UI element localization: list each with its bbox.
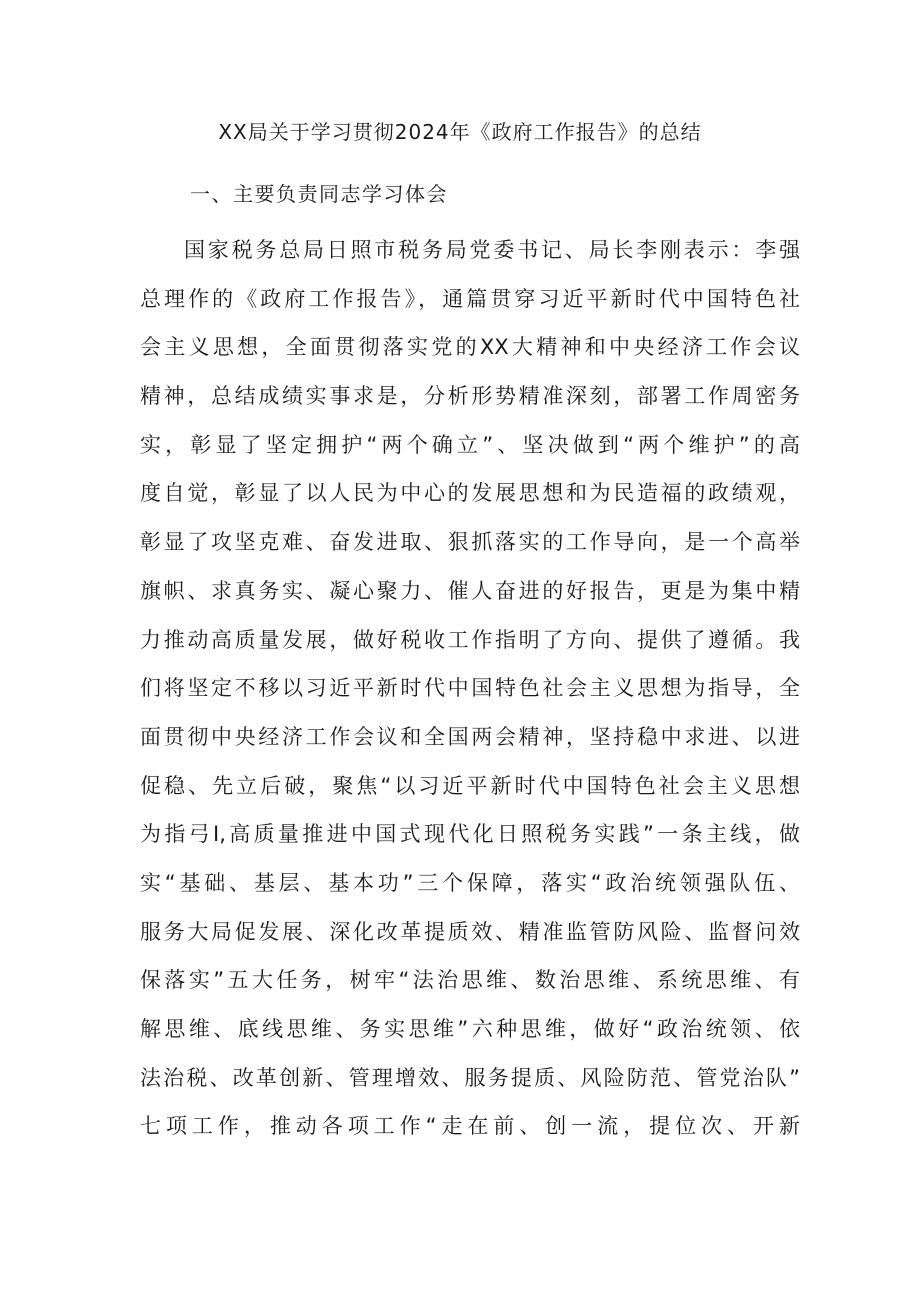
paragraph-line: 旗帜、求真务实、凝心聚力、催人奋进的好报告，更是为集中精 [140,578,800,603]
paragraph-line: 面贯彻中央经济工作会议和全国两会精神，坚持稳中求进、以进 [140,724,800,749]
paragraph-line: 彰显了攻坚克难、奋发进取、狠抓落实的工作导向，是一个高举 [140,530,800,555]
paragraph-line: 实“基础、基层、基本功”三个保障，落实“政治统领强队伍、 [140,870,800,895]
paragraph-line: 服务大局促发展、深化改革提质效、精准监管防风险、监督问效 [140,919,800,944]
paragraph-line: 解思维、底线思维、务实思维”六种思维，做好“政治统领、依 [140,1017,800,1041]
paragraph-line: 精神，总结成绩实事求是，分析形势精准深刻，部署工作周密务 [140,384,800,409]
paragraph-line: 们将坚定不移以习近平新时代中国特色社会主义思想为指导，全 [140,676,800,701]
body-paragraph [140,226,800,1151]
paragraph-line: 度自觉，彰显了以人民为中心的发展思想和为民造福的政绩观， [140,481,800,506]
paragraph-line: 总理作的《政府工作报告》，通篇贯穿习近平新时代中国特色社 [140,286,800,311]
paragraph-line: 会主义思想，全面贯彻落实党的XX大精神和中央经济工作会议 [140,335,800,360]
section-heading: 一、主要负责同志学习体会 [190,182,448,206]
paragraph-line: 力推动高质量发展，做好税收工作指明了方向、提供了遵循。我 [140,627,800,652]
paragraph-line: 为指弓I,高质量推进中国式现代化日照税务实践”一条主线，做 [140,822,800,847]
document-title: XX局关于学习贯彻2024年《政府工作报告》的总结 [218,120,702,144]
paragraph-line: 实，彰显了坚定拥护“两个确立”、坚决做到“两个维护”的高 [140,432,800,457]
paragraph-line: 法治税、改革创新、管理增效、服务提质、风险防范、管党治队” [140,1065,800,1090]
paragraph-line: 七项工作，推动各项工作“走在前、创一流，提位次、开新 [140,1114,800,1139]
paragraph-line: 国家税务总局日照市税务局党委书记、局长李刚表示：李强 [184,238,800,262]
paragraph-line: 促稳、先立后破，聚焦“以习近平新时代中国特色社会主义思想 [140,773,800,798]
paragraph-line: 保落实”五大任务，树牢“法治思维、数治思维、系统思维、有 [140,968,800,993]
